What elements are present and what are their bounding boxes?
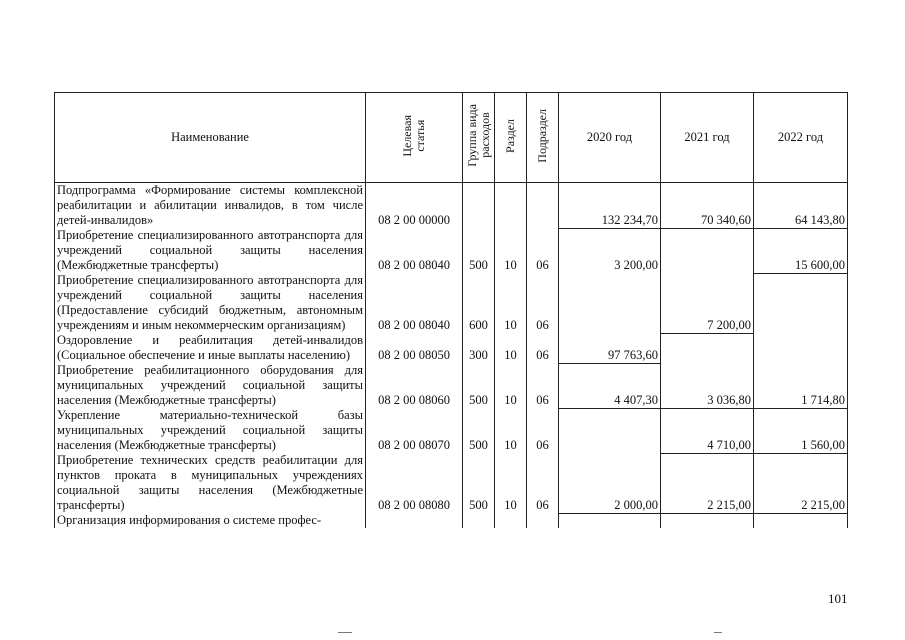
- row-2020: [559, 408, 661, 453]
- row-name: Приобретение специализированного автотранспорта для учреждений социальной защиты населения (Предоставление субсидий бюджетным, автономным учреждениям и иным некоммерческим организациям): [55, 273, 366, 333]
- row-name: Приобретение реабилитационного оборудования для муниципальных учреждений социальной защиты населения (Межбюджетные трансферты): [55, 363, 366, 408]
- row-2020: 2 000,00: [559, 453, 661, 513]
- table-row: [55, 183, 848, 229]
- row-2021: [661, 513, 754, 528]
- scan-mark: [714, 632, 722, 633]
- scan-mark: [338, 632, 352, 633]
- row-2022: 1 714,80: [754, 363, 848, 408]
- row-section: 10: [495, 363, 527, 408]
- table-row: [55, 453, 848, 513]
- row-name: Организация информирования о системе профес-: [55, 513, 366, 528]
- row-group: 500: [463, 453, 495, 513]
- row-group: 500: [463, 228, 495, 273]
- row-2021: 2 215,00: [661, 453, 754, 513]
- row-2020: 132 234,70: [559, 183, 661, 229]
- row-target: 08 2 00 08080: [366, 453, 463, 513]
- row-2022: 2 215,00: [754, 453, 848, 513]
- row-section: [495, 513, 527, 528]
- table-row: [55, 273, 848, 333]
- table-row: [55, 228, 848, 273]
- header-section: [495, 93, 527, 183]
- row-2020: 4 407,30: [559, 363, 661, 408]
- row-target: [366, 513, 463, 528]
- budget-table: [54, 92, 848, 528]
- row-2022: 64 143,80: [754, 183, 848, 229]
- header-2022: 2022 год: [754, 93, 848, 183]
- row-subsection: 06: [527, 408, 559, 453]
- row-2021: [661, 333, 754, 363]
- header-name: Наименование: [55, 93, 366, 183]
- row-target: 08 2 00 08040: [366, 228, 463, 273]
- row-section: 10: [495, 273, 527, 333]
- header-section-label: Раздел: [503, 118, 517, 153]
- row-group: 500: [463, 363, 495, 408]
- row-target: 08 2 00 08050: [366, 333, 463, 363]
- row-2020: 3 200,00: [559, 228, 661, 273]
- header-target: [366, 93, 463, 183]
- table-header-row: [55, 93, 848, 183]
- row-2021: 4 710,00: [661, 408, 754, 453]
- row-section: 10: [495, 453, 527, 513]
- header-group: [463, 93, 495, 183]
- row-2022: [754, 273, 848, 333]
- row-2021: 7 200,00: [661, 273, 754, 333]
- row-2020: 97 763,60: [559, 333, 661, 363]
- row-group: 300: [463, 333, 495, 363]
- row-group: [463, 183, 495, 229]
- row-section: [495, 183, 527, 229]
- header-subsection-label: Подраздел: [535, 108, 549, 163]
- table-row: [55, 513, 848, 528]
- header-target-label: Целевая статья: [400, 114, 427, 157]
- row-subsection: 06: [527, 453, 559, 513]
- row-subsection: 06: [527, 333, 559, 363]
- row-target: 08 2 00 08040: [366, 273, 463, 333]
- row-section: 10: [495, 333, 527, 363]
- header-2021: 2021 год: [661, 93, 754, 183]
- row-2020: [559, 273, 661, 333]
- row-section: 10: [495, 408, 527, 453]
- row-group: 500: [463, 408, 495, 453]
- row-2021: 3 036,80: [661, 363, 754, 408]
- row-2022: 15 600,00: [754, 228, 848, 273]
- table-row: [55, 333, 848, 363]
- row-name: Приобретение технических средств реабилитации для пунктов проката в муниципальных учреждениях социальной защиты населения (Межбюджетные трансферты): [55, 453, 366, 513]
- header-subsection: [527, 93, 559, 183]
- row-2021: 70 340,60: [661, 183, 754, 229]
- row-subsection: 06: [527, 363, 559, 408]
- row-2021: [661, 228, 754, 273]
- row-group: [463, 513, 495, 528]
- row-subsection: [527, 183, 559, 229]
- row-target: 08 2 00 08070: [366, 408, 463, 453]
- row-target: 08 2 00 00000: [366, 183, 463, 229]
- row-subsection: 06: [527, 228, 559, 273]
- row-name: Приобретение специализированного автотранспорта для учреждений социальной защиты населения (Межбюджетные трансферты): [55, 228, 366, 273]
- row-2020: [559, 513, 661, 528]
- row-name: Оздоровление и реабилитация детей-инвалидов (Социальное обеспечение и иные выплаты населению): [55, 333, 366, 363]
- page-number: 101: [828, 591, 848, 606]
- row-subsection: 06: [527, 273, 559, 333]
- header-group-label: Группа вида расходов: [464, 104, 492, 167]
- header-2020: 2020 год: [559, 93, 661, 183]
- row-subsection: [527, 513, 559, 528]
- row-2022: 1 560,00: [754, 408, 848, 453]
- row-target: 08 2 00 08060: [366, 363, 463, 408]
- row-2022: [754, 513, 848, 528]
- row-name: Укрепление материально-технической базы муниципальных учреждений социальной защиты населения (Межбюджетные трансферты): [55, 408, 366, 453]
- row-group: 600: [463, 273, 495, 333]
- row-section: 10: [495, 228, 527, 273]
- row-2022: [754, 333, 848, 363]
- table-row: [55, 363, 848, 408]
- table-row: [55, 408, 848, 453]
- row-name: Подпрограмма «Формирование системы комплексной реабилитации и абилитации инвалидов, в том числе детей-инвалидов»: [55, 183, 366, 229]
